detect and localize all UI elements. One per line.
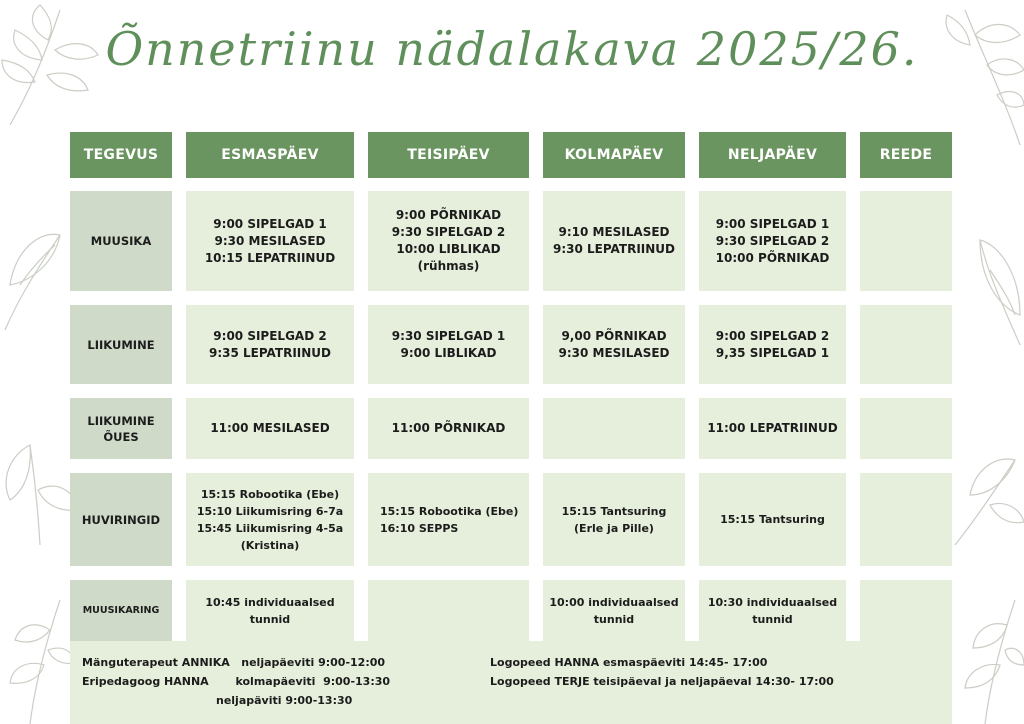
header-esmaspaev: ESMASPÄEV xyxy=(186,132,354,178)
row-label-muusikaring: MUUSIKARING xyxy=(70,580,172,641)
row-label-liikumine: LIIKUMINE xyxy=(70,305,172,384)
leaf-decoration-left-mid-icon xyxy=(0,215,70,335)
cell-muusika-esmaspaev: 9:00 SIPELGAD 1 9:30 MESILASED 10:15 LEPATRIINUD xyxy=(186,191,354,291)
leaf-decoration-left-lower-icon xyxy=(0,440,80,550)
cell-muusikaring-esmaspaev: 10:45 individuaalsed tunnid xyxy=(186,580,354,641)
leaf-decoration-right-mid-icon xyxy=(965,220,1024,350)
header-kolmapaev: KOLMAPÄEV xyxy=(543,132,685,178)
footer-logopeed-hanna: Logopeed HANNA esmaspäeviti 14:45- 17:00 xyxy=(490,656,768,669)
cell-oues-kolmapaev xyxy=(543,398,685,459)
cell-oues-esmaspaev: 11:00 MESILASED xyxy=(186,398,354,459)
cell-liikumine-esmaspaev: 9:00 SIPELGAD 2 9:35 LEPATRIINUD xyxy=(186,305,354,384)
cell-liikumine-teisipaev: 9:30 SIPELGAD 1 9:00 LIBLIKAD xyxy=(368,305,529,384)
row-label-liikumine-oues: LIIKUMINE ÕUES xyxy=(70,398,172,459)
cell-muusikaring-neljapaev: 10:30 individuaalsed tunnid xyxy=(699,580,846,641)
cell-liikumine-neljapaev: 9:00 SIPELGAD 2 9,35 SIPELGAD 1 xyxy=(699,305,846,384)
cell-muusika-reede xyxy=(860,191,952,291)
footer-logopeed-terje: Logopeed TERJE teisipäeval ja neljapäeval 14:30- 17:00 xyxy=(490,675,834,688)
cell-muusika-kolmapaev: 9:10 MESILASED 9:30 LEPATRIINUD xyxy=(543,191,685,291)
page-title: Õnnetriinu nädalakava 2025/26. xyxy=(105,22,919,76)
cell-huviringid-neljapaev: 15:15 Tantsuring xyxy=(699,473,846,566)
footer-eripedagoog: Eripedagoog HANNA kolmapäeviti 9:00-13:30 xyxy=(82,675,391,688)
cell-muusika-neljapaev: 9:00 SIPELGAD 1 9:30 SIPELGAD 2 10:00 PÕRNIKAD xyxy=(699,191,846,291)
leaf-decoration-bottom-right-icon xyxy=(945,590,1024,724)
header-tegevus: TEGEVUS xyxy=(70,132,172,178)
leaf-decoration-bottom-left-icon xyxy=(0,595,75,724)
cell-muusika-teisipaev: 9:00 PÕRNIKAD 9:30 SIPELGAD 2 10:00 LIBLIKAD (rühmas) xyxy=(368,191,529,291)
cell-oues-reede xyxy=(860,398,952,459)
cell-muusikaring-reede xyxy=(860,580,952,641)
cell-huviringid-reede xyxy=(860,473,952,566)
header-teisipaev: TEISIPÄEV xyxy=(368,132,529,178)
cell-liikumine-reede xyxy=(860,305,952,384)
cell-huviringid-kolmapaev: 15:15 Tantsuring (Erle ja Pille) xyxy=(543,473,685,566)
cell-oues-teisipaev: 11:00 PÕRNIKAD xyxy=(368,398,529,459)
header-neljapaev: NELJAPÄEV xyxy=(699,132,846,178)
header-reede: REEDE xyxy=(860,132,952,178)
leaf-decoration-right-lower-icon xyxy=(945,450,1024,550)
cell-huviringid-esmaspaev: 15:15 Robootika (Ebe) 15:10 Liikumisring 6-7a 15:45 Liikumisring 4-5a (Kristina) xyxy=(186,473,354,566)
cell-huviringid-teisipaev: 15:15 Robootika (Ebe) 16:10 SEPPS xyxy=(368,473,529,566)
row-label-huviringid: HUVIRINGID xyxy=(70,473,172,566)
footer-mangutera: Mänguterapeut ANNIKA neljapäeviti 9:00-12:00 xyxy=(82,656,386,669)
footer-notes xyxy=(70,641,952,724)
footer-eripedagoog-2: neljapäviti 9:00-13:30 xyxy=(216,694,353,707)
row-label-muusika: MUUSIKA xyxy=(70,191,172,291)
cell-muusikaring-kolmapaev: 10:00 individuaalsed tunnid xyxy=(543,580,685,641)
cell-liikumine-kolmapaev: 9,00 PÕRNIKAD 9:30 MESILASED xyxy=(543,305,685,384)
cell-muusikaring-teisipaev xyxy=(368,580,529,641)
cell-oues-neljapaev: 11:00 LEPATRIINUD xyxy=(699,398,846,459)
